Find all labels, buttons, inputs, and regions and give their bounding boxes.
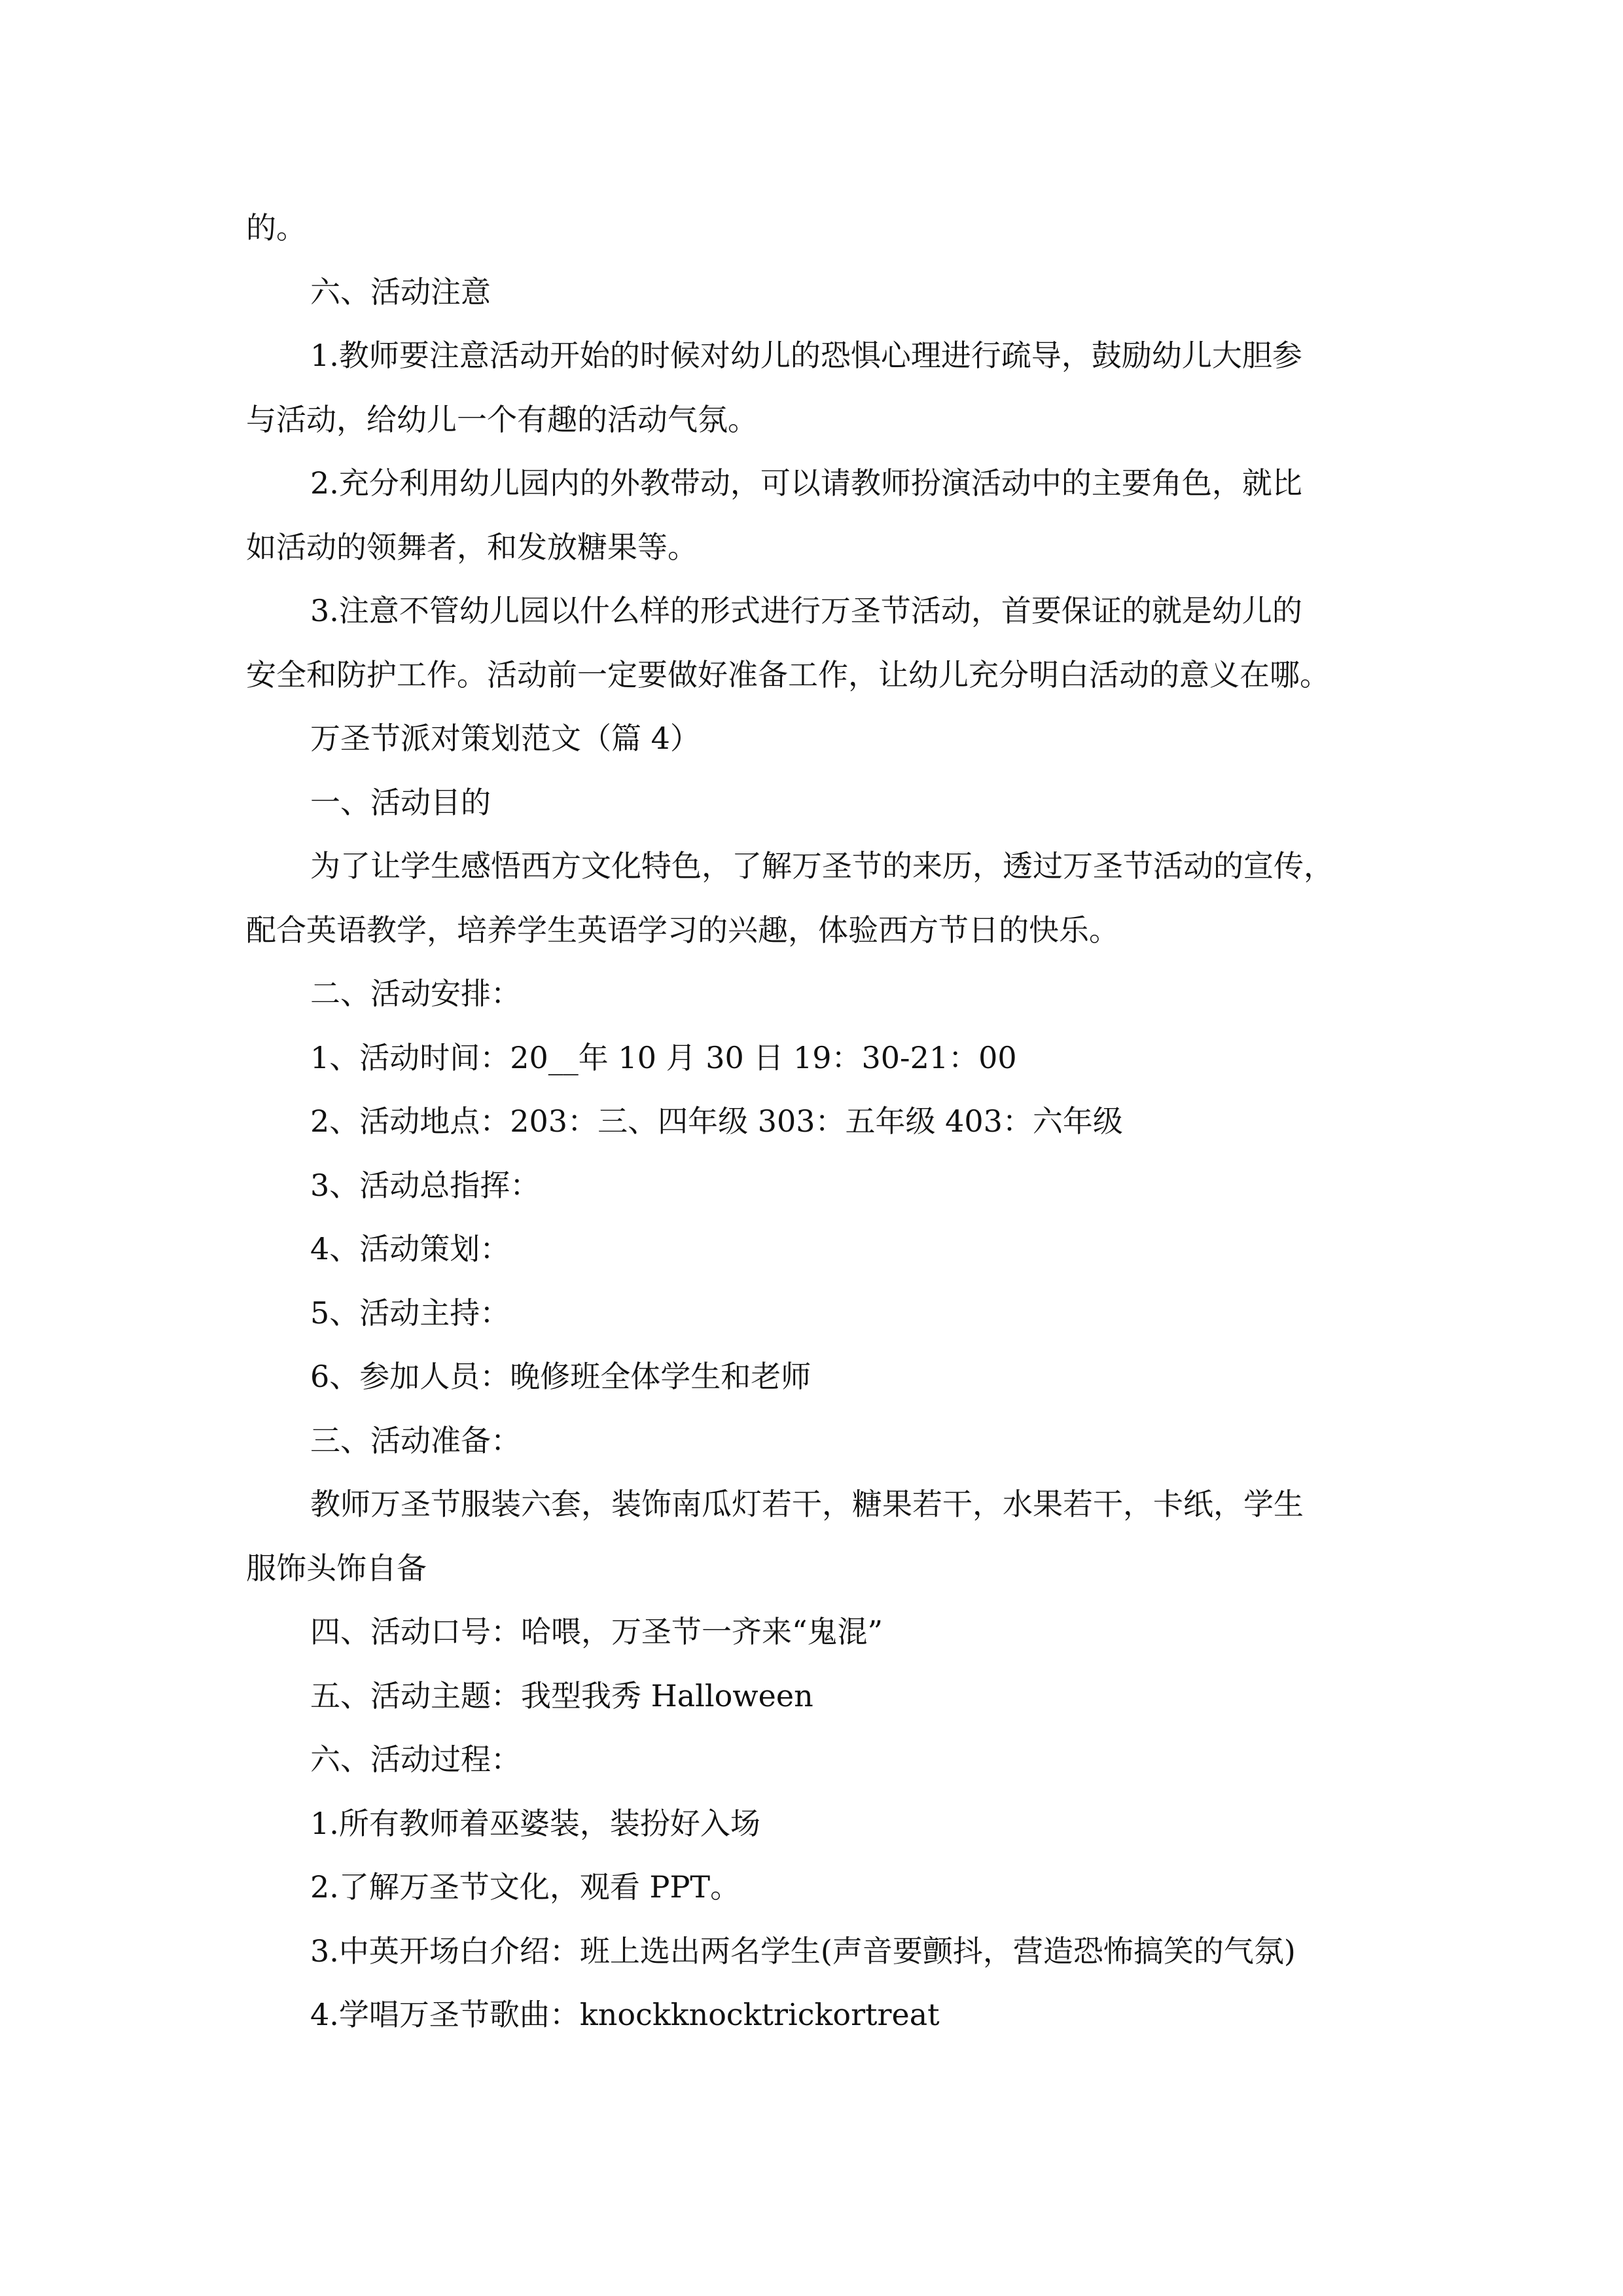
text-line: 的。	[246, 210, 306, 245]
list-item: 4.学唱万圣节歌曲：knockknocktrickortreat	[310, 1997, 940, 2032]
list-item: 2、活动地点：203：三、四年级 303：五年级 403：六年级	[310, 1103, 1123, 1139]
text-line: 教师万圣节服装六套，装饰南瓜灯若干，糖果若干，水果若干，卡纸，学生	[310, 1486, 1304, 1522]
text-line: 如活动的领舞者，和发放糖果等。	[246, 529, 698, 565]
text-line: 1.教师要注意活动开始的时候对幼儿的恐惧心理进行疏导，鼓励幼儿大胆参	[310, 338, 1302, 373]
list-item: 2.了解万圣节文化，观看 PPT。	[310, 1869, 741, 1905]
text-line: 与活动，给幼儿一个有趣的活动气氛。	[246, 401, 758, 437]
section-heading: 一、活动目的	[310, 784, 491, 820]
text-line: 配合英语教学，培养学生英语学习的兴趣，体验西方节日的快乐。	[246, 912, 1119, 948]
section-heading: 二、活动安排：	[310, 976, 521, 1011]
text-line: 为了让学生感悟西方文化特色，了解万圣节的来历，透过万圣节活动的宣传，	[310, 848, 1334, 884]
list-item: 3.中英开场白介绍：班上选出两名学生(声音要颤抖，营造恐怖搞笑的气氛)	[310, 1933, 1296, 1969]
list-item: 1.所有教师着巫婆装，装扮好入场	[310, 1805, 760, 1841]
document-body	[246, 196, 1378, 2047]
list-item: 4、活动策划：	[310, 1231, 510, 1266]
list-item: 1、活动时间：20__年 10 月 30 日 19：30-21：00	[310, 1039, 1017, 1075]
text-line: 服饰头饰自备	[246, 1550, 427, 1586]
list-item: 3、活动总指挥：	[310, 1167, 541, 1203]
section-heading: 四、活动口号：哈喂，万圣节一齐来“鬼混”	[310, 1614, 883, 1649]
list-item: 6、参加人员：晚修班全体学生和老师	[310, 1359, 812, 1394]
article-title: 万圣节派对策划范文（篇 4）	[310, 721, 700, 756]
section-heading: 六、活动过程：	[310, 1742, 521, 1777]
section-heading: 五、活动主题：我型我秀 Halloween	[310, 1677, 813, 1713]
text-line: 3.注意不管幼儿园以什么样的形式进行万圣节活动，首要保证的就是幼儿的	[310, 593, 1302, 628]
text-line: 安全和防护工作。活动前一定要做好准备工作，让幼儿充分明白活动的意义在哪。	[246, 656, 1330, 692]
section-heading: 六、活动注意	[310, 274, 491, 310]
text-line: 2.充分利用幼儿园内的外教带动，可以请教师扮演活动中的主要角色，就比	[310, 465, 1302, 501]
list-item: 5、活动主持：	[310, 1295, 510, 1331]
section-heading: 三、活动准备：	[310, 1422, 521, 1458]
